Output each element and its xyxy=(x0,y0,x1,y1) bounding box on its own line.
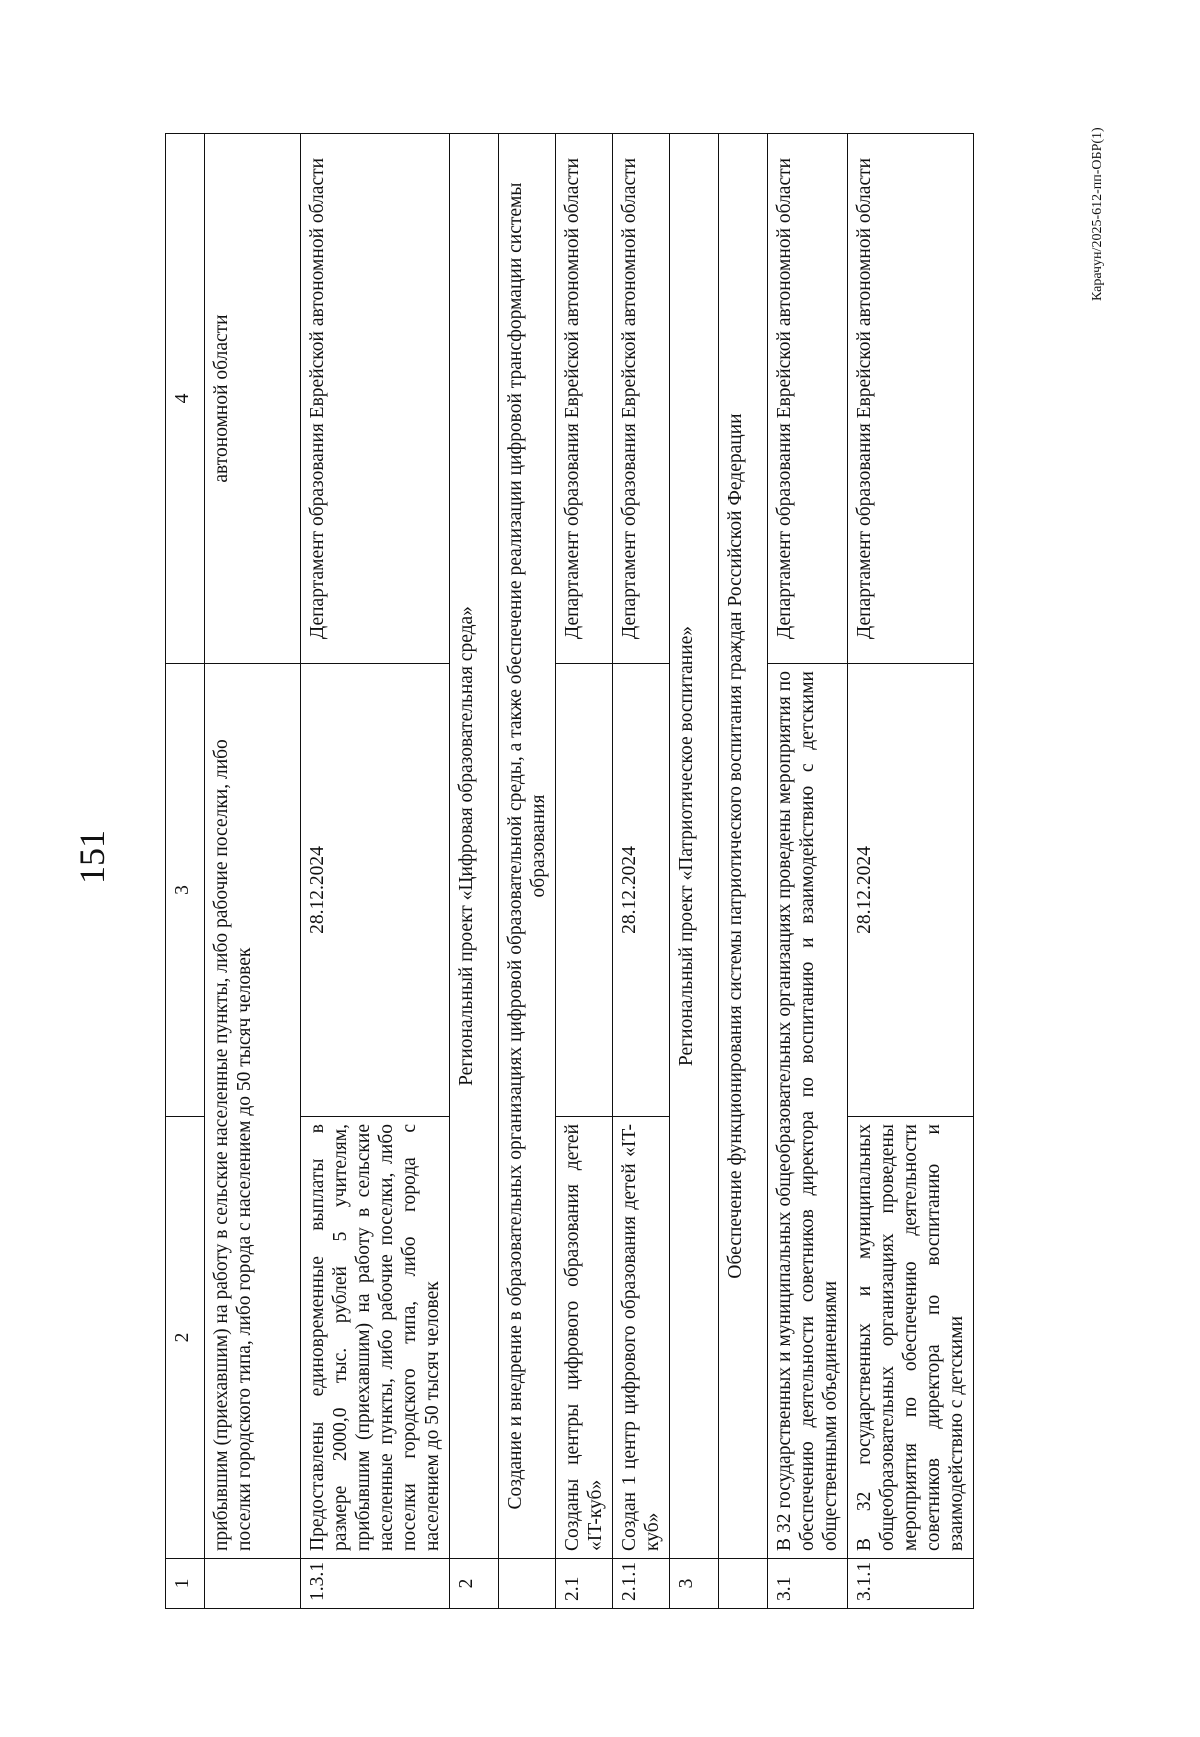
header-col-1: 1 xyxy=(166,1559,205,1609)
section-title: Региональный проект «Цифровая образовательная среда» xyxy=(450,134,499,1559)
row-responsible: Департамент образования Еврейской автономной области xyxy=(768,134,848,664)
row-number xyxy=(499,1559,556,1609)
table-row xyxy=(613,134,670,1609)
document-code: Карачун/2025-612-пп-ОБР(1) xyxy=(1090,127,1105,301)
table-row xyxy=(768,134,848,1609)
row-description: Предоставлены единовременные выплаты в размере 2000,0 тыс. рублей 5 учителям, прибывшим (приехавшим) на работу в сельские населенные пункты, либо рабочие поселки, либо поселки городского типа, либо города с населением до 50 тысяч человек xyxy=(301,1117,450,1559)
row-number: 3.1 xyxy=(768,1559,848,1609)
header-col-2: 2 xyxy=(166,1117,205,1559)
table-row xyxy=(205,134,301,1609)
section-row xyxy=(670,134,719,1609)
page-number: 151 xyxy=(72,830,112,884)
row-date: 28.12.2024 xyxy=(613,664,670,1117)
section-title: Региональный проект «Патриотическое воспитание» xyxy=(670,134,719,1559)
plan-table xyxy=(165,133,974,1609)
row-description: Создан 1 центр цифрового образования детей «IT-куб» xyxy=(613,1117,670,1559)
table-row xyxy=(719,134,768,1609)
row-date: 28.12.2024 xyxy=(848,664,974,1117)
task-title: Обеспечение функционирования системы патриотического воспитания граждан Российской Федерации xyxy=(719,134,768,1559)
row-number: 3.1.1 xyxy=(848,1559,974,1609)
table-header-row xyxy=(166,134,205,1609)
row-date: 28.12.2024 xyxy=(301,664,450,1117)
row-responsible: Департамент образования Еврейской автономной области xyxy=(613,134,670,664)
row-date xyxy=(556,664,613,1117)
row-responsible: Департамент образования Еврейской автономной области xyxy=(848,134,974,664)
table-row xyxy=(556,134,613,1609)
section-number: 3 xyxy=(670,1559,719,1609)
row-number xyxy=(205,1559,301,1609)
table-row xyxy=(499,134,556,1609)
row-number: 2.1.1 xyxy=(613,1559,670,1609)
row-responsible: автономной области xyxy=(205,134,301,664)
row-description: Созданы центры цифрового образования детей «IT-куб» xyxy=(556,1117,613,1559)
row-number: 1.3.1 xyxy=(301,1559,450,1609)
row-description: В 32 государственных и муниципальных общеобразовательных организациях проведены мероприятия по обеспечению деятельности советников директора по воспитанию и взаимодействию с детскими xyxy=(848,1117,974,1559)
header-col-3: 3 xyxy=(166,664,205,1117)
row-description: В 32 государственных и муниципальных общеобразовательных организациях проведены мероприятия по обеспечению деятельности советников директора по воспитанию и взаимодействию с детскими общественными объединениями xyxy=(768,664,848,1559)
row-description-continued: прибывшим (приехавшим) на работу в сельские населенные пункты, либо рабочие поселки, либо поселки городского типа, либо города с населением до 50 тысяч человек xyxy=(205,664,301,1559)
table-row xyxy=(301,134,450,1609)
row-responsible: Департамент образования Еврейской автономной области xyxy=(301,134,450,664)
row-responsible: Департамент образования Еврейской автономной области xyxy=(556,134,613,664)
header-col-4: 4 xyxy=(166,134,205,664)
task-title: Создание и внедрение в образовательных организациях цифровой образовательной среды, а также обеспечение реализации цифровой трансформации системы образования xyxy=(499,134,556,1559)
table-row xyxy=(848,134,974,1609)
section-number: 2 xyxy=(450,1559,499,1609)
section-row xyxy=(450,134,499,1609)
row-number xyxy=(719,1559,768,1609)
row-number: 2.1 xyxy=(556,1559,613,1609)
